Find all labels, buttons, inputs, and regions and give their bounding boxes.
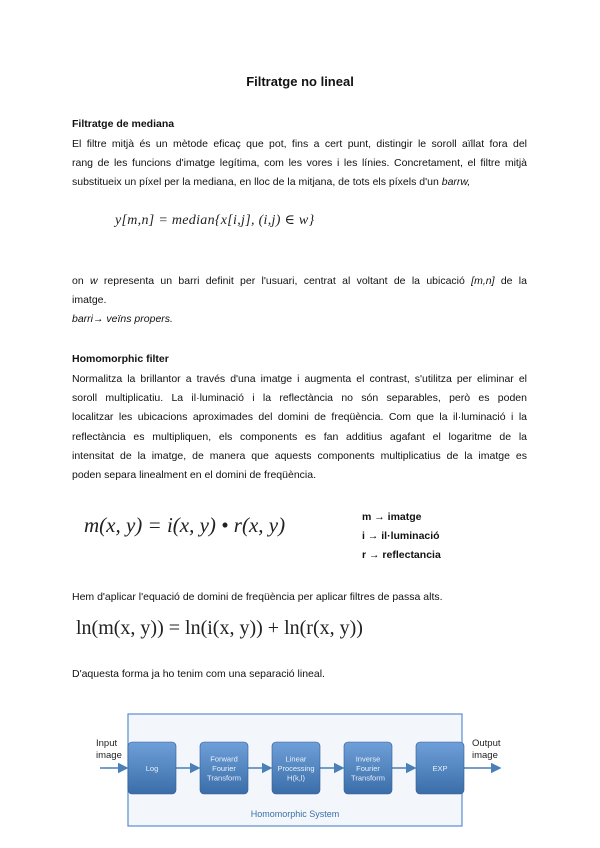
inverse-fourier-block-label: Inverse bbox=[355, 754, 381, 764]
page-title: Filtratge no lineal bbox=[246, 74, 354, 89]
median-heading: Filtratge de mediana bbox=[72, 118, 175, 130]
forward-fourier-block-label: Forward bbox=[210, 754, 238, 764]
homomorphic-heading: Homomorphic filter bbox=[72, 353, 169, 365]
linear-processing-block bbox=[272, 742, 320, 794]
input-image-label bbox=[96, 738, 122, 761]
median-paragraph bbox=[72, 135, 527, 193]
svg-text:Output: Output bbox=[472, 738, 501, 749]
homomorphic-text-2: Hem d'aplicar l'equació de domini de freqüència per aplicar filtres de passa alts. bbox=[72, 591, 443, 603]
legend-item: i → il·luminació bbox=[362, 530, 440, 542]
variable-legend bbox=[362, 508, 441, 565]
homomorphic-line: intensitat de la imatge, de manera que aquests components multiplicatius de la imatge es bbox=[72, 449, 527, 462]
homomorphic-line: reflectància es multipliquen, els components es fan additius agafant el logaritme de la bbox=[72, 430, 527, 443]
median-line-italic: barrw, bbox=[441, 176, 471, 189]
homomorphic-equation-2: ln(m(x, y)) = ln(i(x, y)) + ln(r(x, y)) bbox=[76, 617, 363, 639]
log-block bbox=[128, 742, 176, 794]
linear-processing-block-label: Processing bbox=[277, 764, 315, 773]
forward-fourier-block-label: Transform bbox=[207, 773, 241, 783]
median-after-line: on w representa un barri definit per l'usuari, centrat al voltant de la ubicació [m,n] de la bbox=[72, 275, 527, 287]
legend-item: r → reflectancia bbox=[362, 549, 441, 561]
homomorphic-line: Normalitza la brillantor a través d'una imatge i augmenta el contrast, s'utilitza per eliminar el bbox=[72, 373, 527, 385]
exp-block-label: EXP bbox=[432, 764, 448, 773]
legend-item: m → imatge bbox=[362, 511, 422, 523]
linear-processing-block-label: H(k,l) bbox=[287, 773, 305, 783]
median-after-line: imatge. bbox=[72, 294, 107, 307]
median-line: El filtre mitjà és un mètode eficaç que pot, fins a cert punt, distingir le soroll aïllat fora del bbox=[72, 138, 527, 150]
inverse-fourier-block-label: Transform bbox=[351, 773, 385, 783]
homomorphic-text-3: D'aquesta forma ja ho tenim com una separació lineal. bbox=[72, 668, 325, 680]
output-image-label bbox=[472, 738, 501, 761]
inverse-fourier-block bbox=[344, 742, 392, 794]
forward-fourier-block-label: Fourier bbox=[212, 764, 236, 773]
homomorphic-system-diagram bbox=[0, 700, 600, 840]
homomorphic-line: soroll multiplicatiu. La il·luminació i la reflectància no són separables, però es poden bbox=[72, 392, 527, 405]
svg-text:image: image bbox=[472, 750, 498, 761]
homomorphic-paragraph bbox=[72, 370, 527, 485]
homomorphic-line: localitzar les ubicacions aproximades del domini de freqüència. Com que la il·luminació i la bbox=[72, 411, 527, 424]
inverse-fourier-block-label: Fourier bbox=[356, 764, 380, 773]
median-line: substitueix un píxel per la mediana, en lloc de la mitjana, de tots els píxels d'un barrw, bbox=[72, 176, 471, 189]
homomorphic-line: poden separa linealment en el domini de freqüència. bbox=[72, 469, 316, 482]
median-equation: y[m,n] = median{x[i,j], (i,j) ∈ w} bbox=[115, 213, 315, 228]
median-after-paragraph bbox=[72, 272, 527, 330]
linear-processing-block-label: Linear bbox=[285, 754, 307, 764]
log-block-label: Log bbox=[145, 764, 159, 773]
forward-fourier-block bbox=[200, 742, 248, 794]
exp-block bbox=[416, 742, 464, 794]
system-label: Homomorphic System bbox=[250, 809, 340, 819]
svg-text:Input: Input bbox=[96, 738, 118, 749]
svg-text:image: image bbox=[96, 750, 122, 761]
median-line: rang de les funcions d'imatge legítima, com les vores i les línies. Concretament, el filtre mitjà bbox=[72, 157, 527, 170]
homomorphic-equation-1: m(x, y) = i(x, y) • r(x, y) bbox=[84, 513, 286, 537]
median-note: barri→ veïns propers. bbox=[72, 313, 173, 326]
